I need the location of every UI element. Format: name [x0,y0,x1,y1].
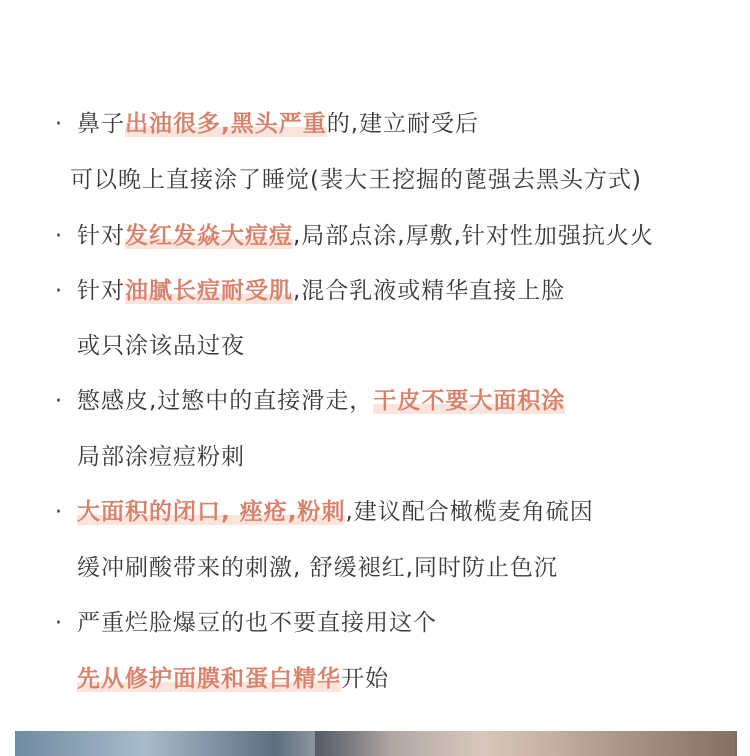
tip-text: 局部涂痘痘粉刺 [77,444,245,470]
tip-text: 鼻子 [77,111,125,137]
bullet-dot: · [54,111,64,137]
bullet-dot: · [54,499,64,525]
tip-text: 严重烂脸爆豆的也不要直接用这个 [77,610,437,636]
tip-text: ,混合乳液或精华直接上脸 [293,278,566,304]
tip-text: ,建议配合橄榄麦角硫因 [345,499,594,525]
tip-text: 针对 [77,278,125,304]
tip-highlight: 大面积的闭口, 痤疮,粉刺 [77,499,346,525]
tip-text: 针对 [77,223,125,249]
tip-highlight: 先从修护面膜和蛋白精华 [77,666,341,692]
photo-shading [315,731,735,756]
tip-text: 或只涂该品过夜 [77,333,245,359]
tip-text: 慜感皮,过慜中的直接滑走， [77,388,374,414]
tip-highlight: 发红发焱大痘痘 [125,223,293,249]
bullet-dot: · [54,223,64,249]
tip-text: 可以晚上直接涂了睡觉(裴大王挖掘的蓖强去黑头方式) [70,167,642,193]
tip-text: 开始 [341,666,389,692]
bullet-dot: · [54,610,64,636]
tip-text: 的,建立耐受后 [326,111,480,137]
tip-text: ,局部点涂,厚敷,针对性加强抗火火 [293,223,654,249]
tip-highlight: 干皮不要大面积涂 [373,388,566,414]
tip-highlight: 出油很多,黑头严重 [125,111,327,137]
tip-highlight: 油腻长痘耐受肌 [125,278,293,304]
bullet-dot: · [54,278,64,304]
bullet-dot: · [54,388,64,414]
product-photo-strip [15,731,737,756]
tip-text: 缓冲刷酸带来的刺激, 舒缓褪红,同时防止色沉 [77,555,558,581]
